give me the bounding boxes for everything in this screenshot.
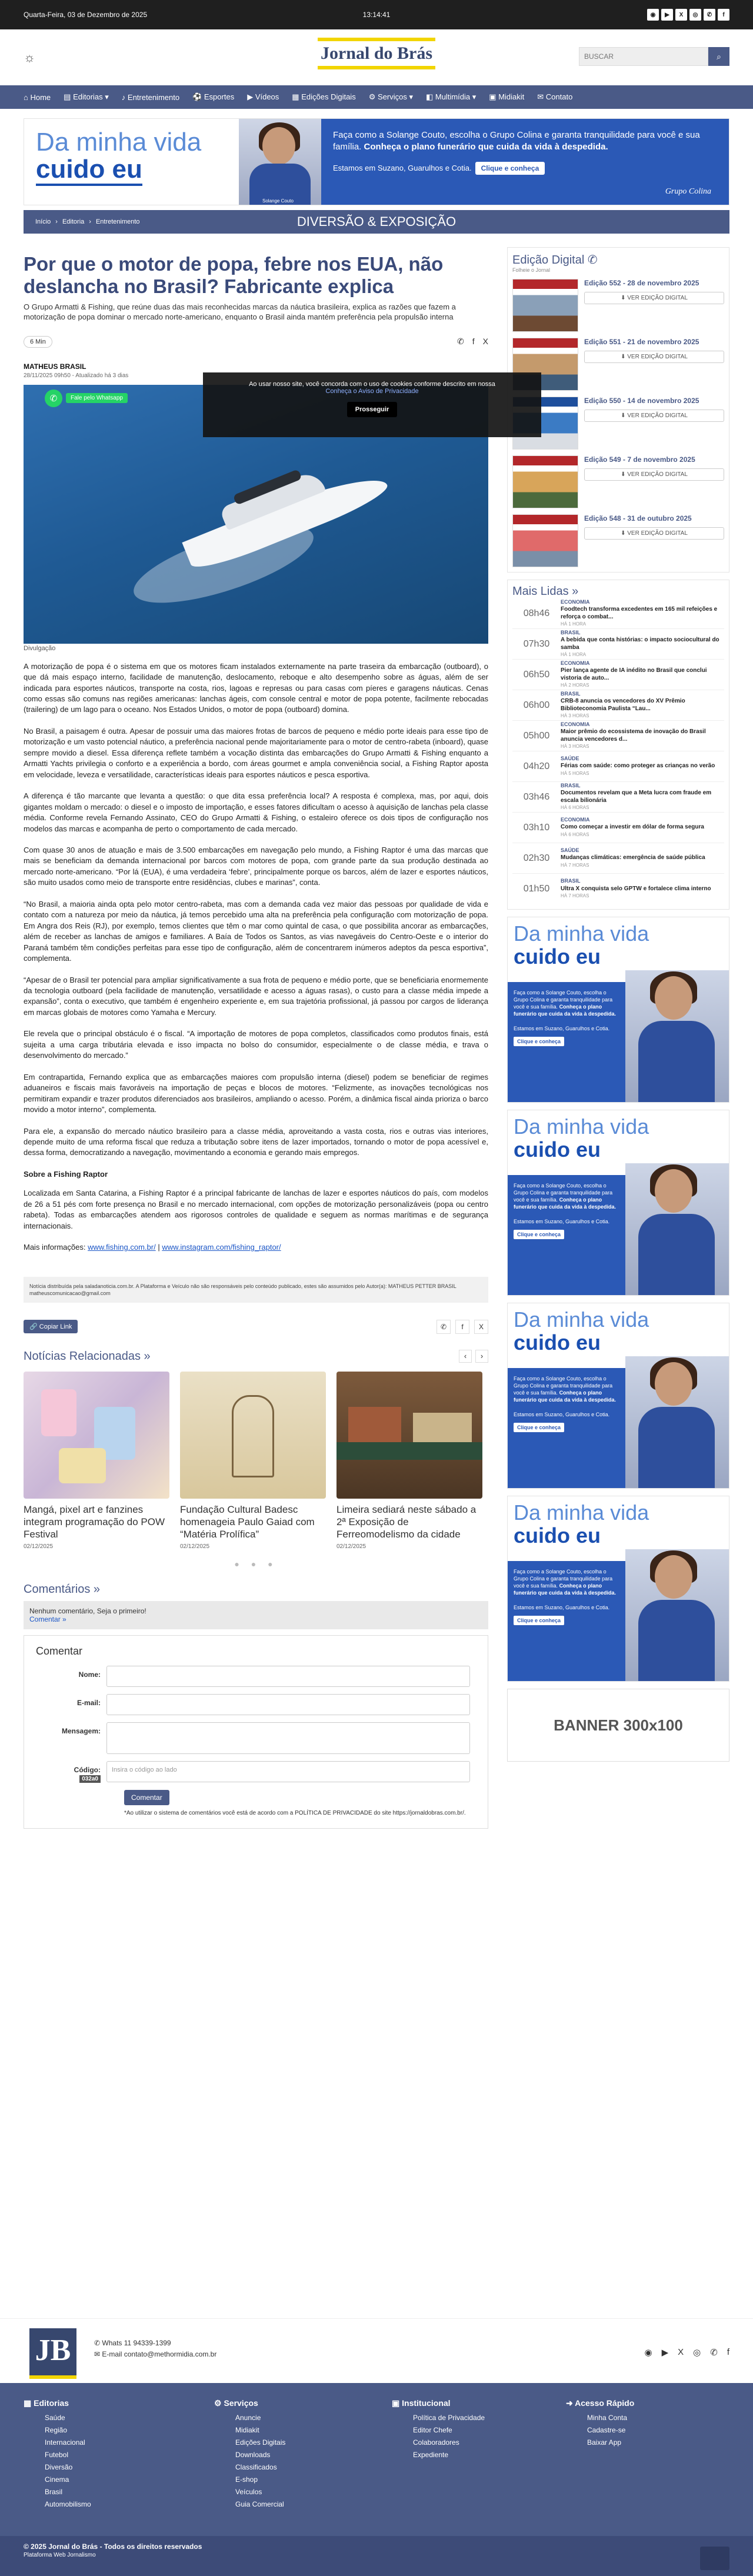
most-read-item[interactable]	[512, 721, 724, 751]
item-title: Documentos revelam que a Meta lucra com fraude em escala bilionária	[561, 790, 712, 804]
ad-text: Faça como a Solange Couto, escolha o Grupo Colina e garanta tranquilidade para você e sua família.	[333, 130, 700, 152]
edition-item[interactable]	[512, 455, 724, 508]
item-title: Ultra X conquista selo GPTW e fortalece clima interno	[561, 885, 711, 892]
edition-title: Edição 550 - 14 de novembro 2025	[584, 397, 699, 405]
footer-link[interactable]: Downloads	[235, 2451, 271, 2459]
footer-contact	[94, 2338, 216, 2360]
comments-title: Comentários »	[24, 1582, 101, 1596]
ad-person-image	[625, 970, 729, 1102]
item-title: Férias com saúde: como proteger as crianças no verão	[561, 763, 715, 770]
paragraph: Em contrapartida, Fernando explica que as embarcações maiores com propulsão interna (diesel) podem se beneficiar de regimes aduaneiros e fiscais mais favoráveis na importação de peças e blocos de motores. “Felizmente, as inovações tecnológicas nos permitiram expandir e trazer produtos diferenciados aos brasileiros, ampliando o acesso. Porém, a dinâmica fiscal ainda prioriza o barco movido a motor interno”, complementa.	[24, 1072, 488, 1114]
article-body	[24, 661, 488, 1253]
related-date: 02/12/2025	[180, 1543, 210, 1550]
prev-arrow-icon[interactable]: ‹	[459, 1350, 472, 1363]
current-time: 13:14:41	[362, 11, 391, 19]
related-title: Notícias Relacionadas »	[24, 1349, 151, 1363]
item-title: Mudanças climáticas: emergência de saúde pública	[561, 854, 705, 861]
phone-icon: ✆	[587, 254, 598, 267]
ad-line1: Da minha vida	[36, 128, 202, 157]
ad-cta-button[interactable]: Clique e conheça	[514, 1037, 564, 1046]
cookie-accept-button[interactable]: Prosseguir	[347, 402, 397, 417]
footer-socials	[645, 2347, 730, 2358]
search-icon: ⌕	[717, 51, 721, 61]
footer-col-title: ⚙ Serviços	[214, 2398, 258, 2408]
footer-bottom	[0, 2536, 753, 2576]
edition-title: Edição 548 - 31 de outubro 2025	[584, 514, 692, 522]
item-ago: HÁ 6 HORAS	[561, 831, 589, 837]
footer-link[interactable]: Edições Digitais	[235, 2438, 286, 2447]
code-label: Código: 032a0	[74, 1765, 101, 1782]
ad-line1: Da minha vida	[514, 921, 649, 946]
footer-link[interactable]: E-shop	[235, 2475, 258, 2484]
view-edition-button[interactable]: ⬇ VER EDIÇÃO DIGITAL	[584, 410, 724, 422]
ad-person-image	[239, 119, 321, 205]
comment-link[interactable]: Comentar »	[29, 1615, 66, 1623]
x-icon[interactable]: X	[675, 9, 687, 21]
footer-link[interactable]: Região	[45, 2426, 68, 2434]
edition-item[interactable]	[512, 514, 724, 567]
most-read-item[interactable]	[512, 843, 724, 874]
comments-empty-text: Nenhum comentário, Seja o primeiro!	[29, 1606, 146, 1615]
sidebar-ad[interactable]	[507, 1496, 729, 1682]
ad-line2: cuido eu	[514, 1330, 601, 1354]
ad-cta-button[interactable]: Clique e conheça	[514, 1423, 564, 1432]
article-lead: O Grupo Armatti & Fishing, que reúne duas das mais reconhecidas marcas da náutica brasileira, explica as razões que fazem a motorização de popa dominar o mercado norte-americano, enquanto o Brasil ainda mantém preferência pela propulsão interna	[24, 302, 456, 321]
copy-link-button[interactable]: 🔗 Copiar Link	[24, 1320, 78, 1333]
item-time: 02h30	[523, 853, 550, 863]
footer-link[interactable]: Cinema	[45, 2475, 69, 2484]
editions-title: Edição Digital ✆	[512, 254, 598, 267]
footer-logo[interactable]: JB	[29, 2328, 76, 2379]
youtube-icon[interactable]: ▶	[661, 9, 673, 21]
footer-link[interactable]: Futebol	[45, 2451, 69, 2459]
item-ago: HÁ 3 HORAS	[561, 713, 589, 718]
search-button[interactable]	[708, 47, 729, 66]
footer-link[interactable]: Classificados	[235, 2463, 277, 2471]
view-edition-button[interactable]: ⬇ VER EDIÇÃO DIGITAL	[584, 527, 724, 540]
footer-link[interactable]: Minha Conta	[587, 2414, 628, 2422]
item-title: CRB-8 anuncia os vencedores do XV Prêmio Biblioteconomia Paulista “Lau...	[561, 698, 685, 712]
most-read-title: Mais Lidas »	[512, 585, 579, 598]
nav-contato[interactable]: ✉ Contato	[537, 92, 573, 101]
search-input[interactable]	[579, 47, 708, 66]
edition-cover	[512, 279, 578, 332]
paragraph: “No Brasil, a maioria ainda opta pelo motor centro-rabeta, mas com a demanda cada vez maior das pessoas por qualidade de vida e contato com a natureza por meio da náutica, já temos percebido uma alta na preferência pela configuração com motorização de popa. Em Angra dos Reis (RJ), por exemplo, temos clientes que têm o mar como quintal de casa, o que possibilita ancorar as embarcações, além de receber as lanchas de amigos e familiares. A Baía de Todos os Santos, as vias navegáveis do Centro-Oeste e o interior do Paraná também têm condições perfeitas para esse tipo de configuração, além de concentrarem inúmeros adeptos da pesca esportiva”, complementa.	[24, 899, 488, 963]
footer-link[interactable]: Expediente	[413, 2451, 449, 2459]
bottom-share-buttons	[437, 1320, 488, 1334]
message-field[interactable]	[106, 1722, 470, 1754]
related-card[interactable]	[180, 1372, 326, 1550]
theme-toggle-icon[interactable]: ☼	[24, 49, 36, 65]
footer-col-title: ➜ Acesso Rápido	[566, 2398, 635, 2408]
paragraph: No Brasil, a paisagem é outra. Apesar de possuir uma das maiores frotas de barcos de pequeno e médio porte ideais para esse tipo de motorização e um vasto potencial náutico, a preferência nacional pende majoritariamente para o motor de centro-rabeta (inboard), quase sempre movido a diesel. Essa diferença reflete também a vocação distinta das embarcações do Grupo Armatti & Fishing enquanto a Armatti Yachts privilegia o conforto e a experiência a bordo, com áreas gourmet e ampla conveniência social, a Fishing Raptor aposta em velocidade, leveza e versatilidade, características ideais para esportes náuticos e pesca esportiva.	[24, 726, 488, 779]
footer-link[interactable]: Baixar App	[587, 2438, 622, 2447]
carousel-dots[interactable]: ● ● ●	[234, 1559, 278, 1569]
item-time: 01h50	[523, 884, 550, 894]
x-share-icon[interactable]: X	[482, 337, 488, 347]
whatsapp-icon: ✆	[45, 390, 62, 407]
whatsapp-icon[interactable]: ✆	[710, 2348, 718, 2358]
ad-person-image	[625, 1549, 729, 1681]
youtube-icon[interactable]: ▶	[661, 2348, 669, 2358]
item-category: BRASIL	[561, 878, 581, 884]
most-read-item[interactable]	[512, 751, 724, 782]
ad-text-panel: Faça como a Solange Couto, escolha o Grupo Colina e garanta tranquilidade para você e sua família. Conheça o plano funerário que cuida da vida à despedida. Estamos em Suzano, Guarulhos e Cotia. Clique e conheça	[508, 1561, 625, 1682]
item-category: ECONOMIA	[561, 598, 590, 605]
current-date: Quarta-Feira, 03 de Dezembro de 2025	[24, 11, 148, 19]
captcha-code: 032a0	[79, 1775, 101, 1783]
item-ago: HÁ 6 HORAS	[561, 805, 589, 810]
platform-credit[interactable]: Plataforma Web Jornalismo	[24, 2552, 96, 2558]
ad-person-name: Solange Couto	[262, 198, 294, 204]
top-bar	[0, 0, 753, 29]
banner-placeholder[interactable]: BANNER 300x100	[507, 1689, 729, 1762]
ad-headline	[24, 119, 248, 205]
footer-link[interactable]: Cadastre-se	[587, 2426, 626, 2434]
back-to-top-button[interactable]	[700, 2547, 729, 2570]
item-category: BRASIL	[561, 782, 581, 788]
ad-line1: Da minha vida	[514, 1307, 649, 1332]
edition-item[interactable]	[512, 279, 724, 332]
footer-col-editorias	[24, 2398, 91, 2511]
cookie-consent	[203, 372, 541, 437]
related-date: 02/12/2025	[24, 1543, 54, 1550]
x-icon[interactable]: X	[678, 2347, 684, 2357]
code-field[interactable]: Insira o código ao lado	[106, 1761, 470, 1782]
most-read	[507, 580, 729, 910]
paragraph: Para ele, a expansão do mercado náutico brasileiro para a classe média, aproveitando a vasta costa, rios e outras vias interiores, depende muito de uma reforma fiscal que reduza a tributação sobre itens de lazer importados, tornando o motor de popa acessível e, dessa forma, democratizando a navegação, movimentando a economia e gerando mais empregos.	[24, 1126, 488, 1157]
comment-form	[24, 1635, 488, 1829]
item-title: Como começar a investir em dólar de forma segura	[561, 824, 704, 831]
paragraph: A diferença é tão marcante que levanta a questão: o que dita essa preferência local? A resposta é complexa, mas, por aqui, dois gigantes moldam o mercado: o diesel e o imposto de importação, e esses fatores dificultam o acesso à aquisição de lanchas pela classe média. Conforme revela Fernando Assinato, CEO do Grupo Armatti & Fishing, o estaleiro oferece os dois tipos de configuração nos modelos das marcas e acompanha de perto o comportamento de cada mercado.	[24, 791, 488, 833]
item-time: 07h30	[523, 638, 550, 649]
submit-comment-button[interactable]: Comentar	[124, 1790, 169, 1805]
social-links	[647, 9, 729, 21]
name-field[interactable]	[106, 1666, 470, 1687]
view-edition-button[interactable]: ⬇ VER EDIÇÃO DIGITAL	[584, 351, 724, 363]
footer-col-acesso	[566, 2398, 634, 2449]
ad-line2: cuido eu	[514, 1137, 601, 1161]
breadcrumb-bar	[24, 210, 729, 234]
top-ad-banner[interactable]	[24, 118, 729, 205]
item-ago: HÁ 7 HORAS	[561, 893, 589, 899]
whatsapp-contact-button[interactable]	[45, 390, 128, 407]
footer-link[interactable]: Veículos	[235, 2488, 262, 2496]
item-title: Pier lança agente de IA inédito no Brasil que conclui vistoria de auto...	[561, 667, 707, 681]
item-category: ECONOMIA	[561, 816, 590, 823]
main-column	[24, 253, 488, 1829]
brand-bar	[0, 29, 753, 85]
breadcrumb-editoria[interactable]: Editoria	[62, 218, 85, 225]
edition-cover	[512, 455, 578, 508]
logo-text: Jornal do Brás	[320, 44, 433, 63]
article-tools	[24, 333, 488, 351]
rss-icon[interactable]: ◉	[644, 2348, 652, 2358]
instagram-icon[interactable]: ◎	[689, 9, 701, 21]
whatsapp-icon[interactable]: ✆	[704, 9, 715, 21]
comments-section	[24, 1583, 488, 1829]
nav-edicoes[interactable]: ▦ Edições Digitais	[292, 92, 356, 101]
site-logo[interactable]	[318, 38, 435, 69]
sidebar-ad[interactable]	[507, 1110, 729, 1296]
ad-cta-button[interactable]: Clique e conheça	[514, 1616, 564, 1625]
item-category: SAÚDE	[561, 847, 579, 853]
item-ago: HÁ 1 HORA	[561, 652, 587, 657]
footer-link[interactable]: Política de Privacidade	[413, 2414, 485, 2422]
most-read-item[interactable]	[512, 782, 724, 813]
paragraph: Ele revela que o principal obstáculo é o fiscal. “A importação de motores de popa completos, classificados como produtos finais, está sujeita a uma carga tributária elevada e isso impacta no bolso do consumidor, especialmente o de classe média, e trava o desenvolvimento do mercado.”	[24, 1029, 488, 1060]
footer-link[interactable]: Editor Chefe	[413, 2426, 452, 2434]
related-image	[180, 1372, 326, 1499]
facebook-share-icon[interactable]: f	[455, 1320, 469, 1334]
footer-col-title: ▣ Institucional	[392, 2398, 451, 2408]
breadcrumb-entretenimento[interactable]: Entretenimento	[95, 218, 140, 225]
envelope-icon: ✉	[94, 2350, 101, 2359]
related-date: 02/12/2025	[336, 1543, 366, 1550]
footer-link[interactable]: Saúde	[45, 2414, 65, 2422]
ad-bold: Conheça o plano funerário que cuida da vida à despedida.	[364, 142, 608, 152]
ad-text-panel: Faça como a Solange Couto, escolha o Grupo Colina e garanta tranquilidade para você e sua família. Conheça o plano funerário que cuida da vida à despedida. Estamos em Suzano, Guarulhos e Cotia. Clique e conheça	[508, 982, 625, 1103]
edition-title: Edição 551 - 21 de novembro 2025	[584, 338, 699, 346]
item-title: Maior prêmio do ecossistema de inovação do Brasil anuncia vencedores d...	[561, 728, 706, 743]
related-headline: Limeira sediará neste sábado a 2ª Exposição de Ferreomodelismo da cidade	[336, 1503, 477, 1540]
related-headline: Mangá, pixel art e fanzines integram programação do POW Festival	[24, 1503, 165, 1540]
footer-link[interactable]: Anuncie	[235, 2414, 261, 2422]
item-ago: HÁ 3 HORAS	[561, 744, 589, 749]
distribution-disclaimer: Notícia distribuída pela saladanoticia.com.br. A Plataforma e Veículo não são responsáveis pelo conteúdo publicado, estes são assumidos pelo Autor(a): MATHEUS PETTER BRASIL matheuscomunicacao@gmail.com	[24, 1277, 488, 1303]
ad-cta-button[interactable]: Clique e conheça	[514, 1230, 564, 1239]
facebook-icon[interactable]: f	[727, 2347, 729, 2357]
most-read-item[interactable]	[512, 598, 724, 629]
item-title: A bebida que conta histórias: o impacto sociocultural do samba	[561, 637, 719, 651]
next-arrow-icon[interactable]: ›	[475, 1350, 488, 1363]
rss-icon[interactable]: ◉	[647, 9, 659, 21]
item-ago: HÁ 7 HORAS	[561, 862, 589, 868]
footer-link[interactable]: Brasil	[45, 2488, 63, 2496]
sidebar-ad[interactable]	[507, 917, 729, 1103]
ad-text-panel: Faça como a Solange Couto, escolha o Grupo Colina e garanta tranquilidade para você e sua família. Conheça o plano funerário que cuida da vida à despedida. Estamos em Suzano, Guarulhos e Cotia. Clique e conheça	[508, 1175, 625, 1296]
nav-home[interactable]: ⌂ Home	[24, 92, 51, 102]
related-image	[336, 1372, 482, 1499]
ad-line1: Da minha vida	[514, 1114, 649, 1139]
facebook-icon[interactable]: f	[718, 9, 729, 21]
instagram-icon[interactable]: ◎	[693, 2348, 701, 2358]
ad-text-panel: Faça como a Solange Couto, escolha o Grupo Colina e garanta tranquilidade para você e sua família. Conheça o plano funerário que cuida da vida à despedida. Estamos em Suzano, Guarulhos e Cotia. Clique e conheça	[508, 1368, 625, 1489]
item-ago: HÁ 1 HORA	[561, 621, 587, 627]
comments-empty	[24, 1601, 488, 1629]
ad-line2: cuido eu	[36, 155, 236, 186]
article-subhead: Sobre a Fishing Raptor	[24, 1169, 108, 1179]
ad-line1: Da minha vida	[514, 1500, 649, 1525]
nav-servicos[interactable]: ⚙ Serviços ▾	[368, 92, 413, 101]
footer-email[interactable]: ✉ E-mail contato@methormidia.com.br	[94, 2350, 217, 2359]
nav-esportes[interactable]: ⚽ Esportes	[192, 92, 235, 101]
ad-company-logo: Grupo Colina	[665, 187, 711, 196]
ad-person-image	[625, 1163, 729, 1295]
edition-item[interactable]	[512, 338, 724, 391]
ad-cta-button[interactable]: Clique e conheça	[475, 162, 545, 175]
related-headline: Fundação Cultural Badesc homenageia Paulo Gaiad com “Matéria Prolífica”	[180, 1503, 315, 1540]
nav-multimidia[interactable]: ◧ Multimídia ▾	[425, 92, 477, 101]
most-read-item[interactable]	[512, 660, 724, 690]
footer-link[interactable]: Guia Comercial	[235, 2500, 284, 2508]
edition-title: Edição 549 - 7 de novembro 2025	[584, 455, 695, 464]
footer-col-title: ▦ Editorias	[24, 2398, 69, 2408]
logo-bar-bottom	[318, 66, 435, 69]
view-edition-button[interactable]: ⬇ VER EDIÇÃO DIGITAL	[584, 468, 724, 481]
edition-title: Edição 552 - 28 de novembro 2025	[584, 279, 699, 287]
item-time: 04h20	[523, 761, 550, 771]
paragraph: Com quase 30 anos de atuação e mais de 3.500 embarcações em navegação pelo mundo, a Fishing Raptor é uma das marcas que mais se beneficiam da demanda internacional por barcos com motores de popa, com grande parte da sua produção destinada ao mercado norte-americano. “Por lá (EUA), é uma verdadeira ‘febre’, principalmente porque os barcos, além de lazer e esportes náuticos, são muito usados como meio de transporte entre residências, clubes e marinas”, conta.	[24, 846, 488, 887]
item-title: Foodtech transforma excedentes em 165 mil refeições e reforça o combat...	[561, 606, 718, 620]
main-nav	[0, 85, 753, 109]
share-buttons	[457, 337, 488, 347]
nav-videos[interactable]: ▶ Vídeos	[247, 92, 279, 101]
item-time: 03h46	[523, 791, 550, 802]
item-category: ECONOMIA	[561, 660, 590, 666]
ad-line2: cuido eu	[514, 944, 601, 969]
related-image	[24, 1372, 169, 1499]
nav-editorias[interactable]: ▤ Editorias ▾	[64, 92, 109, 101]
related-card[interactable]	[336, 1372, 482, 1550]
view-edition-button[interactable]: ⬇ VER EDIÇÃO DIGITAL	[584, 292, 724, 304]
bottom-tools	[24, 1318, 488, 1336]
footer-links	[0, 2383, 753, 2536]
read-time-badge: 6 Min	[24, 336, 52, 348]
search-form	[579, 47, 729, 66]
publish-meta: 28/11/2025 09h50 - Atualizado há 3 dias	[24, 372, 129, 379]
ad-person-image	[625, 1356, 729, 1488]
most-read-item[interactable]	[512, 874, 724, 904]
sidebar-ad[interactable]	[507, 1303, 729, 1489]
whatsapp-share-icon[interactable]: ✆	[437, 1320, 451, 1334]
x-share-icon[interactable]: X	[474, 1320, 488, 1334]
nav-entretenimento[interactable]: ♪ Entretenimento	[121, 92, 180, 102]
privacy-note: *Ao utilizar o sistema de comentários você está de acordo com a POLÍTICA DE PRIVACIDADE do site https://jornaldobras.com.br/.	[124, 1809, 466, 1816]
related-arrows	[459, 1350, 488, 1363]
related-news	[24, 1350, 488, 1569]
item-category: SAÚDE	[561, 755, 579, 761]
item-time: 03h10	[523, 822, 550, 833]
facebook-share-icon[interactable]: f	[472, 337, 475, 347]
email-label: E-mail:	[76, 1698, 101, 1707]
comment-form-title: Comentar	[36, 1645, 83, 1657]
fishing-site-link[interactable]: www.fishing.com.br/	[88, 1243, 156, 1252]
item-time: 05h00	[523, 730, 550, 741]
paragraph: Localizada em Santa Catarina, a Fishing Raptor é a principal fabricante de lanchas de lazer e esportes náuticos do país, com modelos de 26 a 51 pés com forte presença no Brasil e no mercado internacional, com opções de motorização personalizáveis (popa ou centro rabeta). Todas as embarcações atendem aos rigorosos controles de qualidade e seguem as normas marítimas e de segurança internacionais.	[24, 1189, 488, 1230]
footer-col-institucional	[392, 2398, 485, 2461]
article-title: Por que o motor de popa, febre nos EUA, não deslancha no Brasil? Fabricante explica	[24, 253, 444, 297]
footer-link[interactable]: Midiakit	[235, 2426, 259, 2434]
item-category: ECONOMIA	[561, 721, 590, 727]
message-label: Mensagem:	[61, 1726, 101, 1735]
whatsapp-icon: ✆	[94, 2339, 101, 2347]
related-card[interactable]	[24, 1372, 169, 1550]
footer-link[interactable]: Automobilismo	[45, 2500, 91, 2508]
name-label: Nome:	[78, 1670, 101, 1679]
whatsapp-share-icon[interactable]: ✆	[457, 337, 464, 347]
breadcrumb: Início › Editoria › Entretenimento	[35, 218, 140, 225]
privacy-notice-link[interactable]: Conheça o Aviso de Privacidade	[325, 388, 419, 395]
footer-link[interactable]: Diversão	[45, 2463, 73, 2471]
photo-caption: Divulgação	[24, 644, 56, 652]
ad-line2: cuido eu	[514, 1523, 601, 1547]
ad-small: Estamos em Suzano, Guarulhos e Cotia.	[333, 163, 472, 172]
most-read-item[interactable]	[512, 629, 724, 660]
breadcrumb-home[interactable]: Início	[35, 218, 51, 225]
cookie-text: Ao usar nosso site, você concorda com o uso de cookies conforme descrito em nossa	[249, 381, 495, 388]
item-time: 08h46	[523, 608, 550, 618]
item-time: 06h50	[523, 669, 550, 680]
whatsapp-label: Fale pelo Whatsapp	[66, 393, 128, 403]
instagram-link[interactable]: www.instagram.com/fishing_raptor/	[162, 1243, 281, 1252]
section-title: DIVERSÃO & EXPOSIÇÃO	[296, 214, 457, 229]
footer-link[interactable]: Internacional	[45, 2438, 85, 2447]
footer-link[interactable]: Colaboradores	[413, 2438, 459, 2447]
related-cards	[24, 1372, 488, 1550]
item-category: BRASIL	[561, 629, 581, 635]
item-category: BRASIL	[561, 690, 581, 697]
edition-cover	[512, 514, 578, 567]
footer-whatsapp[interactable]: ✆ Whats 11 94339-1399	[94, 2339, 171, 2347]
item-ago: HÁ 5 HORAS	[561, 770, 589, 776]
item-time: 06h00	[523, 700, 550, 710]
paragraph: “Apesar de o Brasil ter potencial para ampliar significativamente a sua frota de pequeno e médio porte, que se beneficiaria enormemente da tecnologia outboard (pela facilidade de manutenção, versatilidade e acesso a águas rasas), o custo para a classe média impede a expansão”, conta o executivo, que também é engenheiro experiente e, em sua trajetória profissional, já passou por cargos de liderança em marcas globais de motores como Yamaha e Mercury.	[24, 975, 488, 1017]
most-read-item[interactable]	[512, 690, 724, 721]
item-ago: HÁ 2 HORAS	[561, 683, 589, 688]
author-name[interactable]: MATHEUS BRASIL	[24, 362, 86, 371]
nav-midiakit[interactable]: ▣ Midiakit	[489, 92, 525, 101]
most-read-item[interactable]	[512, 813, 724, 843]
sidebar	[507, 247, 729, 1762]
footer-top	[0, 2318, 753, 2383]
paragraph: A motorização de popa é o sistema em que os motores ficam instalados externamente na parte traseira da embarcação (outboard), o que dá mais espaço interno, facilidade de manutenção, deslocamento, reboque e alto desempenho sobre as águas, além de ser indicada para esportes náuticos, transporte na costa, rios, lagoas e represas ou para casas com píeres e garagens náuticas. Cenas como essas são comuns nas regiões americanas: lanchas ágeis, com console central e motor de popa potente, facilmente rebocadas (trailering) de um lago para o oceano. Nos Estados Unidos, o motor de popa (outboard) domina.	[24, 661, 488, 714]
more-info: Mais informações: www.fishing.com.br/ | www.instagram.com/fishing_raptor/	[24, 1243, 281, 1252]
footer-col-servicos	[214, 2398, 285, 2511]
copyright: © 2025 Jornal do Brás - Todos os direitos reservados	[24, 2542, 202, 2551]
email-field[interactable]	[106, 1694, 470, 1715]
editions-subtitle: Folheie o Jornal	[512, 267, 551, 273]
ad-text-panel	[321, 119, 729, 205]
edition-item[interactable]	[512, 397, 724, 450]
